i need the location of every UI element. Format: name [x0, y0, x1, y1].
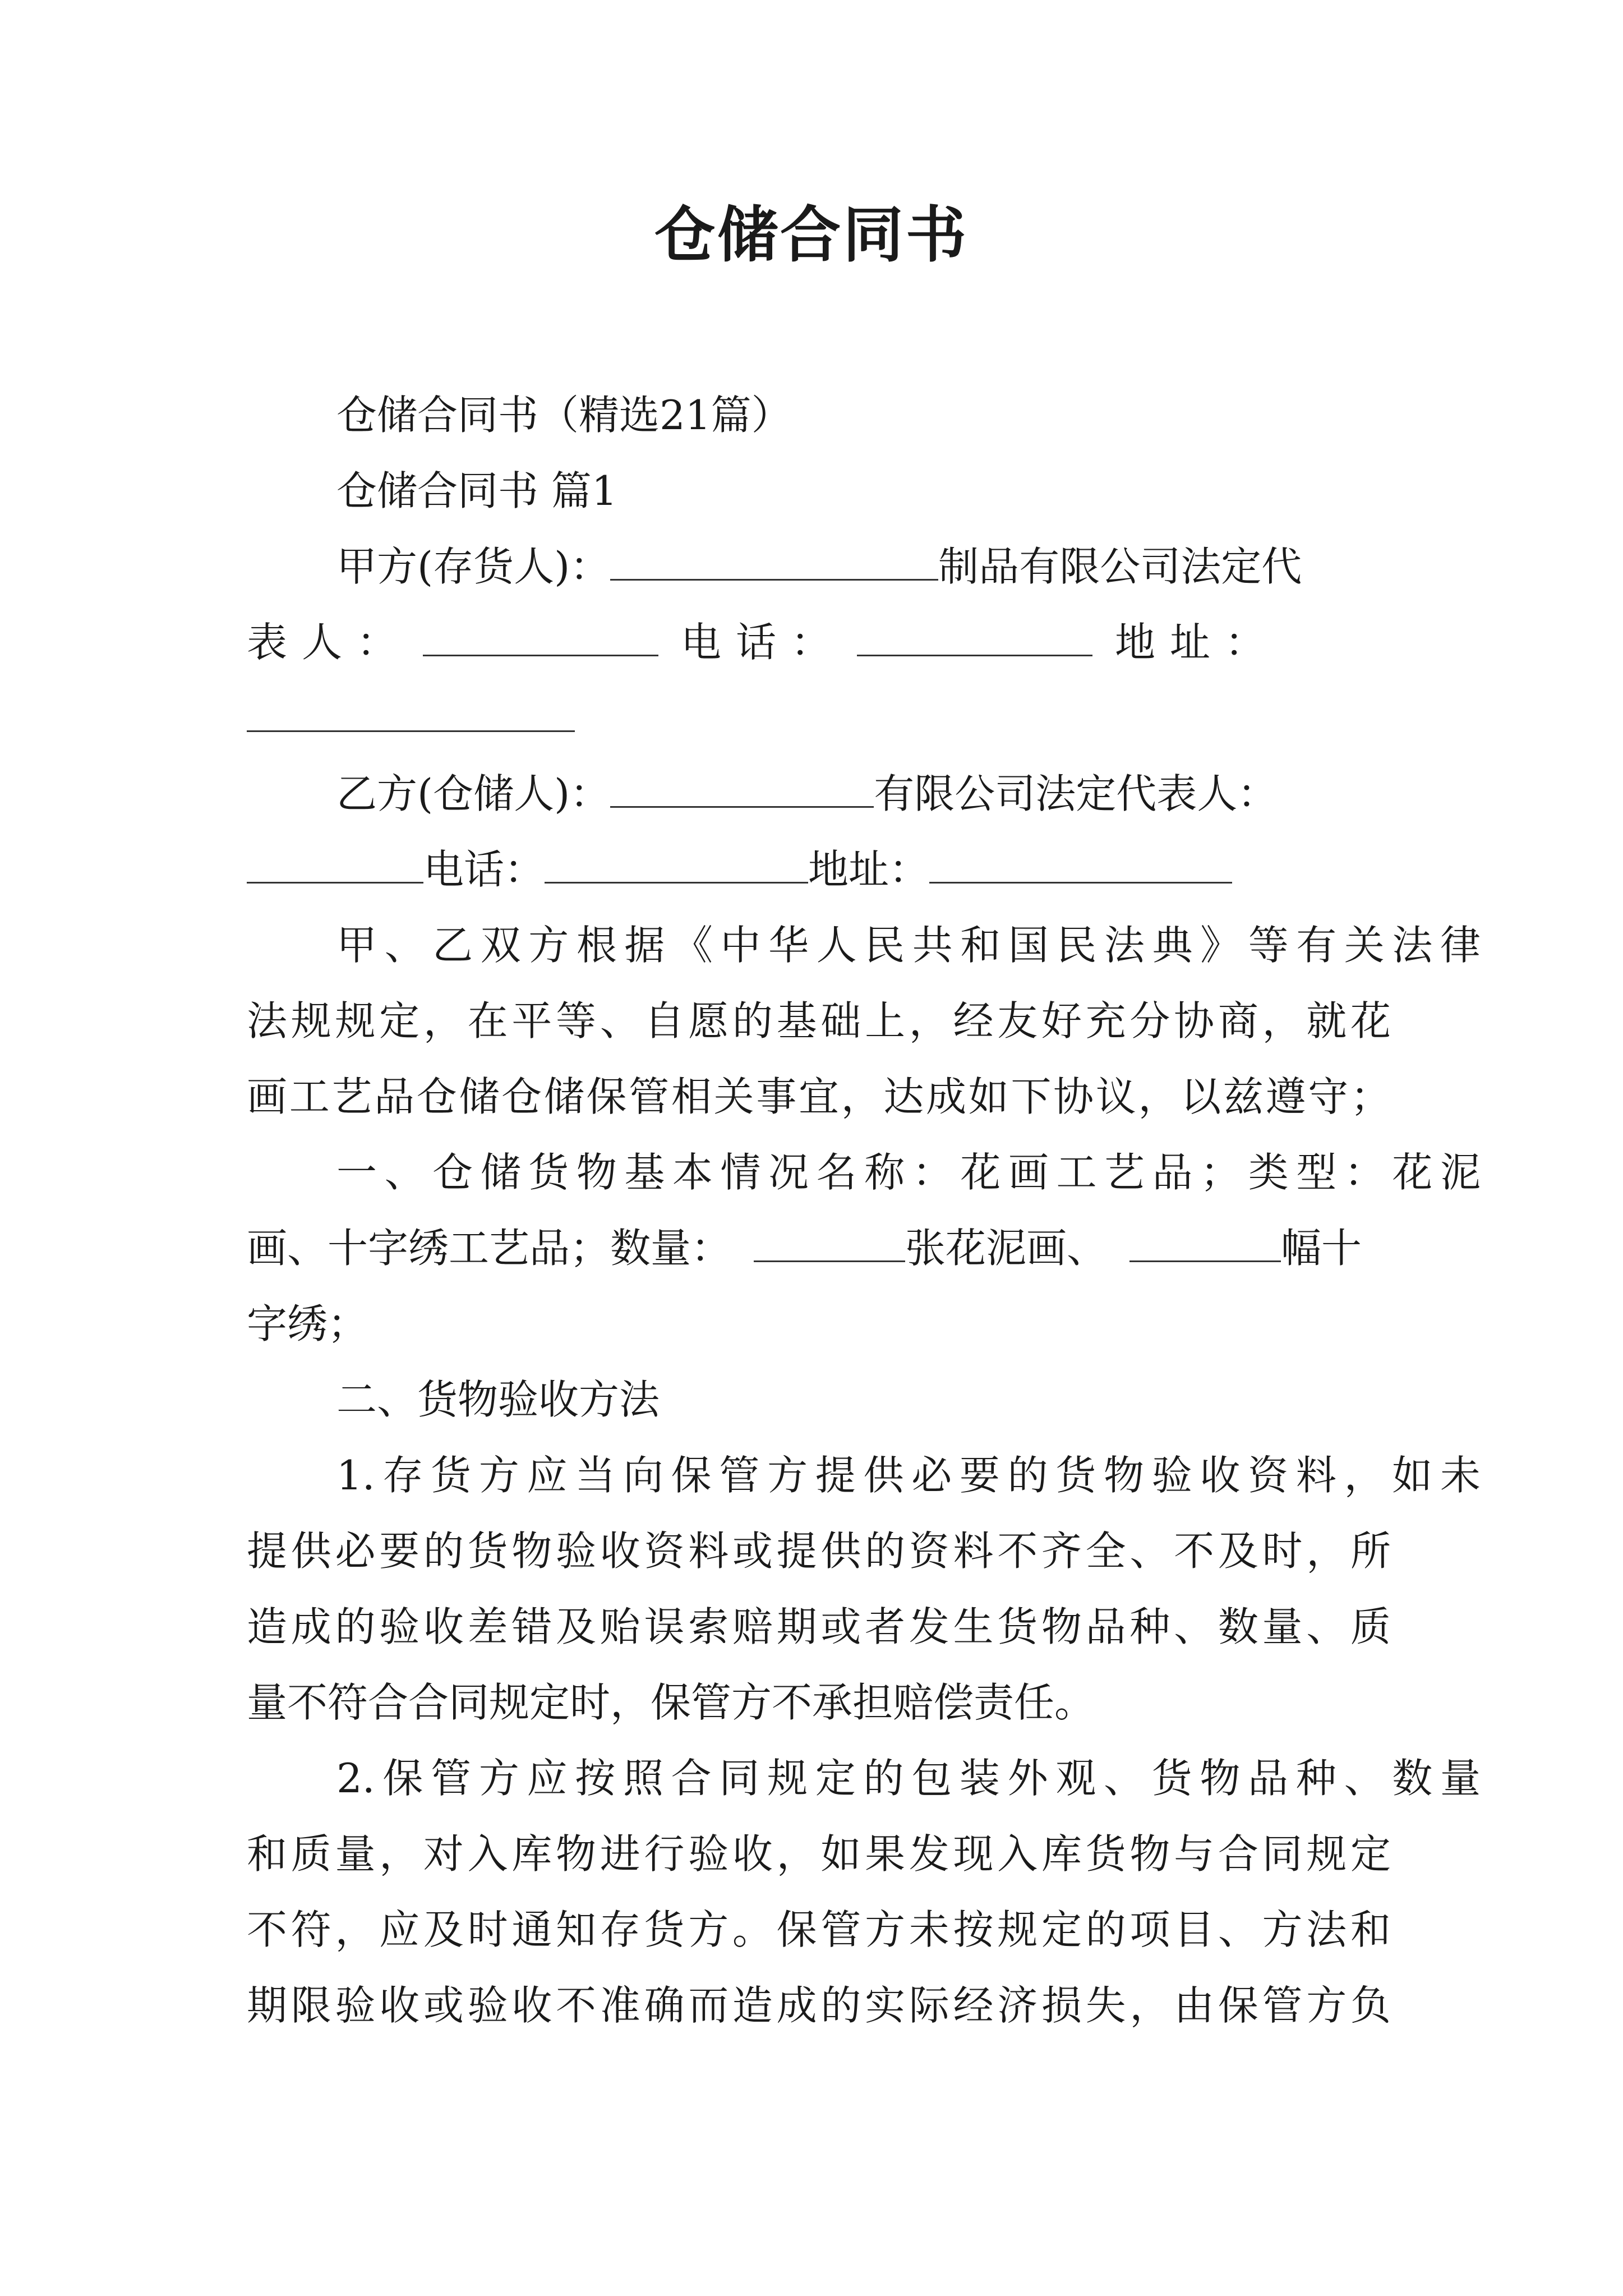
blank-field[interactable] [1129, 1228, 1281, 1262]
text-line: 画工艺品仓储仓储保管相关事宜，达成如下协议，以兹遵守； [247, 1073, 1391, 1120]
blank-field[interactable] [423, 622, 658, 656]
text-line: 有限公司法定代表人： [874, 770, 1278, 817]
text-line: 量不符合合同规定时，保管方不承担赔偿责任。 [247, 1679, 1095, 1726]
text-line: 不符，应及时通知存货方。保管方未按规定的项目、方法和 [247, 1906, 1391, 1953]
paragraph-line [247, 1447, 1481, 1503]
text-line: 造成的验收差错及贻误索赔期或者发生货物品种、数量、质 [247, 1603, 1391, 1650]
text-line: 幅十 [1281, 1225, 1362, 1272]
paragraph-line [247, 993, 1391, 1049]
blank-field[interactable] [610, 546, 938, 581]
text-line: 表人： [247, 619, 412, 666]
blank-field[interactable] [247, 849, 423, 884]
text-line: 甲方(存货人)： [336, 543, 611, 590]
text-line: 和质量，对入库物进行验收，如果发现入库货物与合同规定 [247, 1830, 1391, 1878]
paragraph-line [247, 917, 1481, 973]
paragraph-line [247, 1750, 1481, 1806]
text-line: 地址： [808, 846, 930, 893]
text-line: 一、仓储货物基本情况名称：花画工艺品；类型：花泥 [336, 1149, 1481, 1196]
text-line: 1.存货方应当向保管方提供必要的货物验收资料，如未 [336, 1452, 1481, 1499]
paragraph-line [247, 1069, 1391, 1125]
text-line: 期限验收或验收不准确而造成的实际经济损失，由保管方负 [247, 1982, 1391, 2029]
party-a-representative-line [247, 614, 1391, 670]
paragraph-line [247, 1296, 1391, 1352]
party-b-contact-line [247, 841, 1391, 898]
text-line: 二、货物验收方法 [336, 1376, 660, 1423]
blank-field[interactable] [610, 774, 874, 808]
text-line: 制品有限公司法定代 [938, 543, 1302, 590]
party-a-address-line [247, 690, 1391, 746]
text-line: 电话： [423, 846, 545, 893]
blank-field[interactable] [545, 849, 808, 884]
paragraph-line [247, 1977, 1391, 2033]
text-line: 2.保管方应按照合同规定的包装外观、货物品种、数量 [336, 1755, 1481, 1802]
paragraph-line [247, 1599, 1391, 1655]
paragraph-line [247, 1902, 1391, 1958]
paragraph-line [247, 1144, 1481, 1200]
blank-field[interactable] [929, 849, 1232, 884]
blank-field[interactable] [754, 1228, 905, 1262]
paragraph-line [247, 1523, 1391, 1579]
text-line: 甲、乙双方根据《中华人民共和国民法典》等有关法律 [336, 922, 1481, 969]
document-title: 仓储合同书 [654, 200, 969, 270]
text-line: 电话： [681, 619, 846, 666]
party-a-line [247, 539, 1481, 595]
text-line: 乙方(仓储人)： [336, 770, 611, 817]
section-heading [247, 1372, 1481, 1428]
text-line: 提供必要的货物验收资料或提供的资料不齐全、不及时，所 [247, 1527, 1391, 1575]
text-line: 仓储合同书（精选21篇） [336, 392, 792, 439]
quantity-line [247, 1220, 1391, 1276]
text-line: 法规规定，在平等、自愿的基础上，经友好充分协商，就花 [247, 997, 1391, 1045]
text-line: 地址： [1115, 619, 1280, 666]
paragraph-line [247, 1826, 1391, 1882]
section-heading [247, 463, 1481, 519]
party-b-line [247, 766, 1481, 822]
text-line: 字绣； [247, 1300, 368, 1347]
text-line: 张花泥画、 [905, 1225, 1108, 1272]
blank-field[interactable] [247, 698, 575, 732]
blank-field[interactable] [857, 622, 1092, 656]
paragraph-line [247, 1674, 1391, 1731]
text-line: 画、十字绣工艺品；数量： [247, 1225, 732, 1272]
text-line: 仓储合同书 篇1 [336, 467, 617, 514]
subtitle-line [247, 387, 1481, 443]
